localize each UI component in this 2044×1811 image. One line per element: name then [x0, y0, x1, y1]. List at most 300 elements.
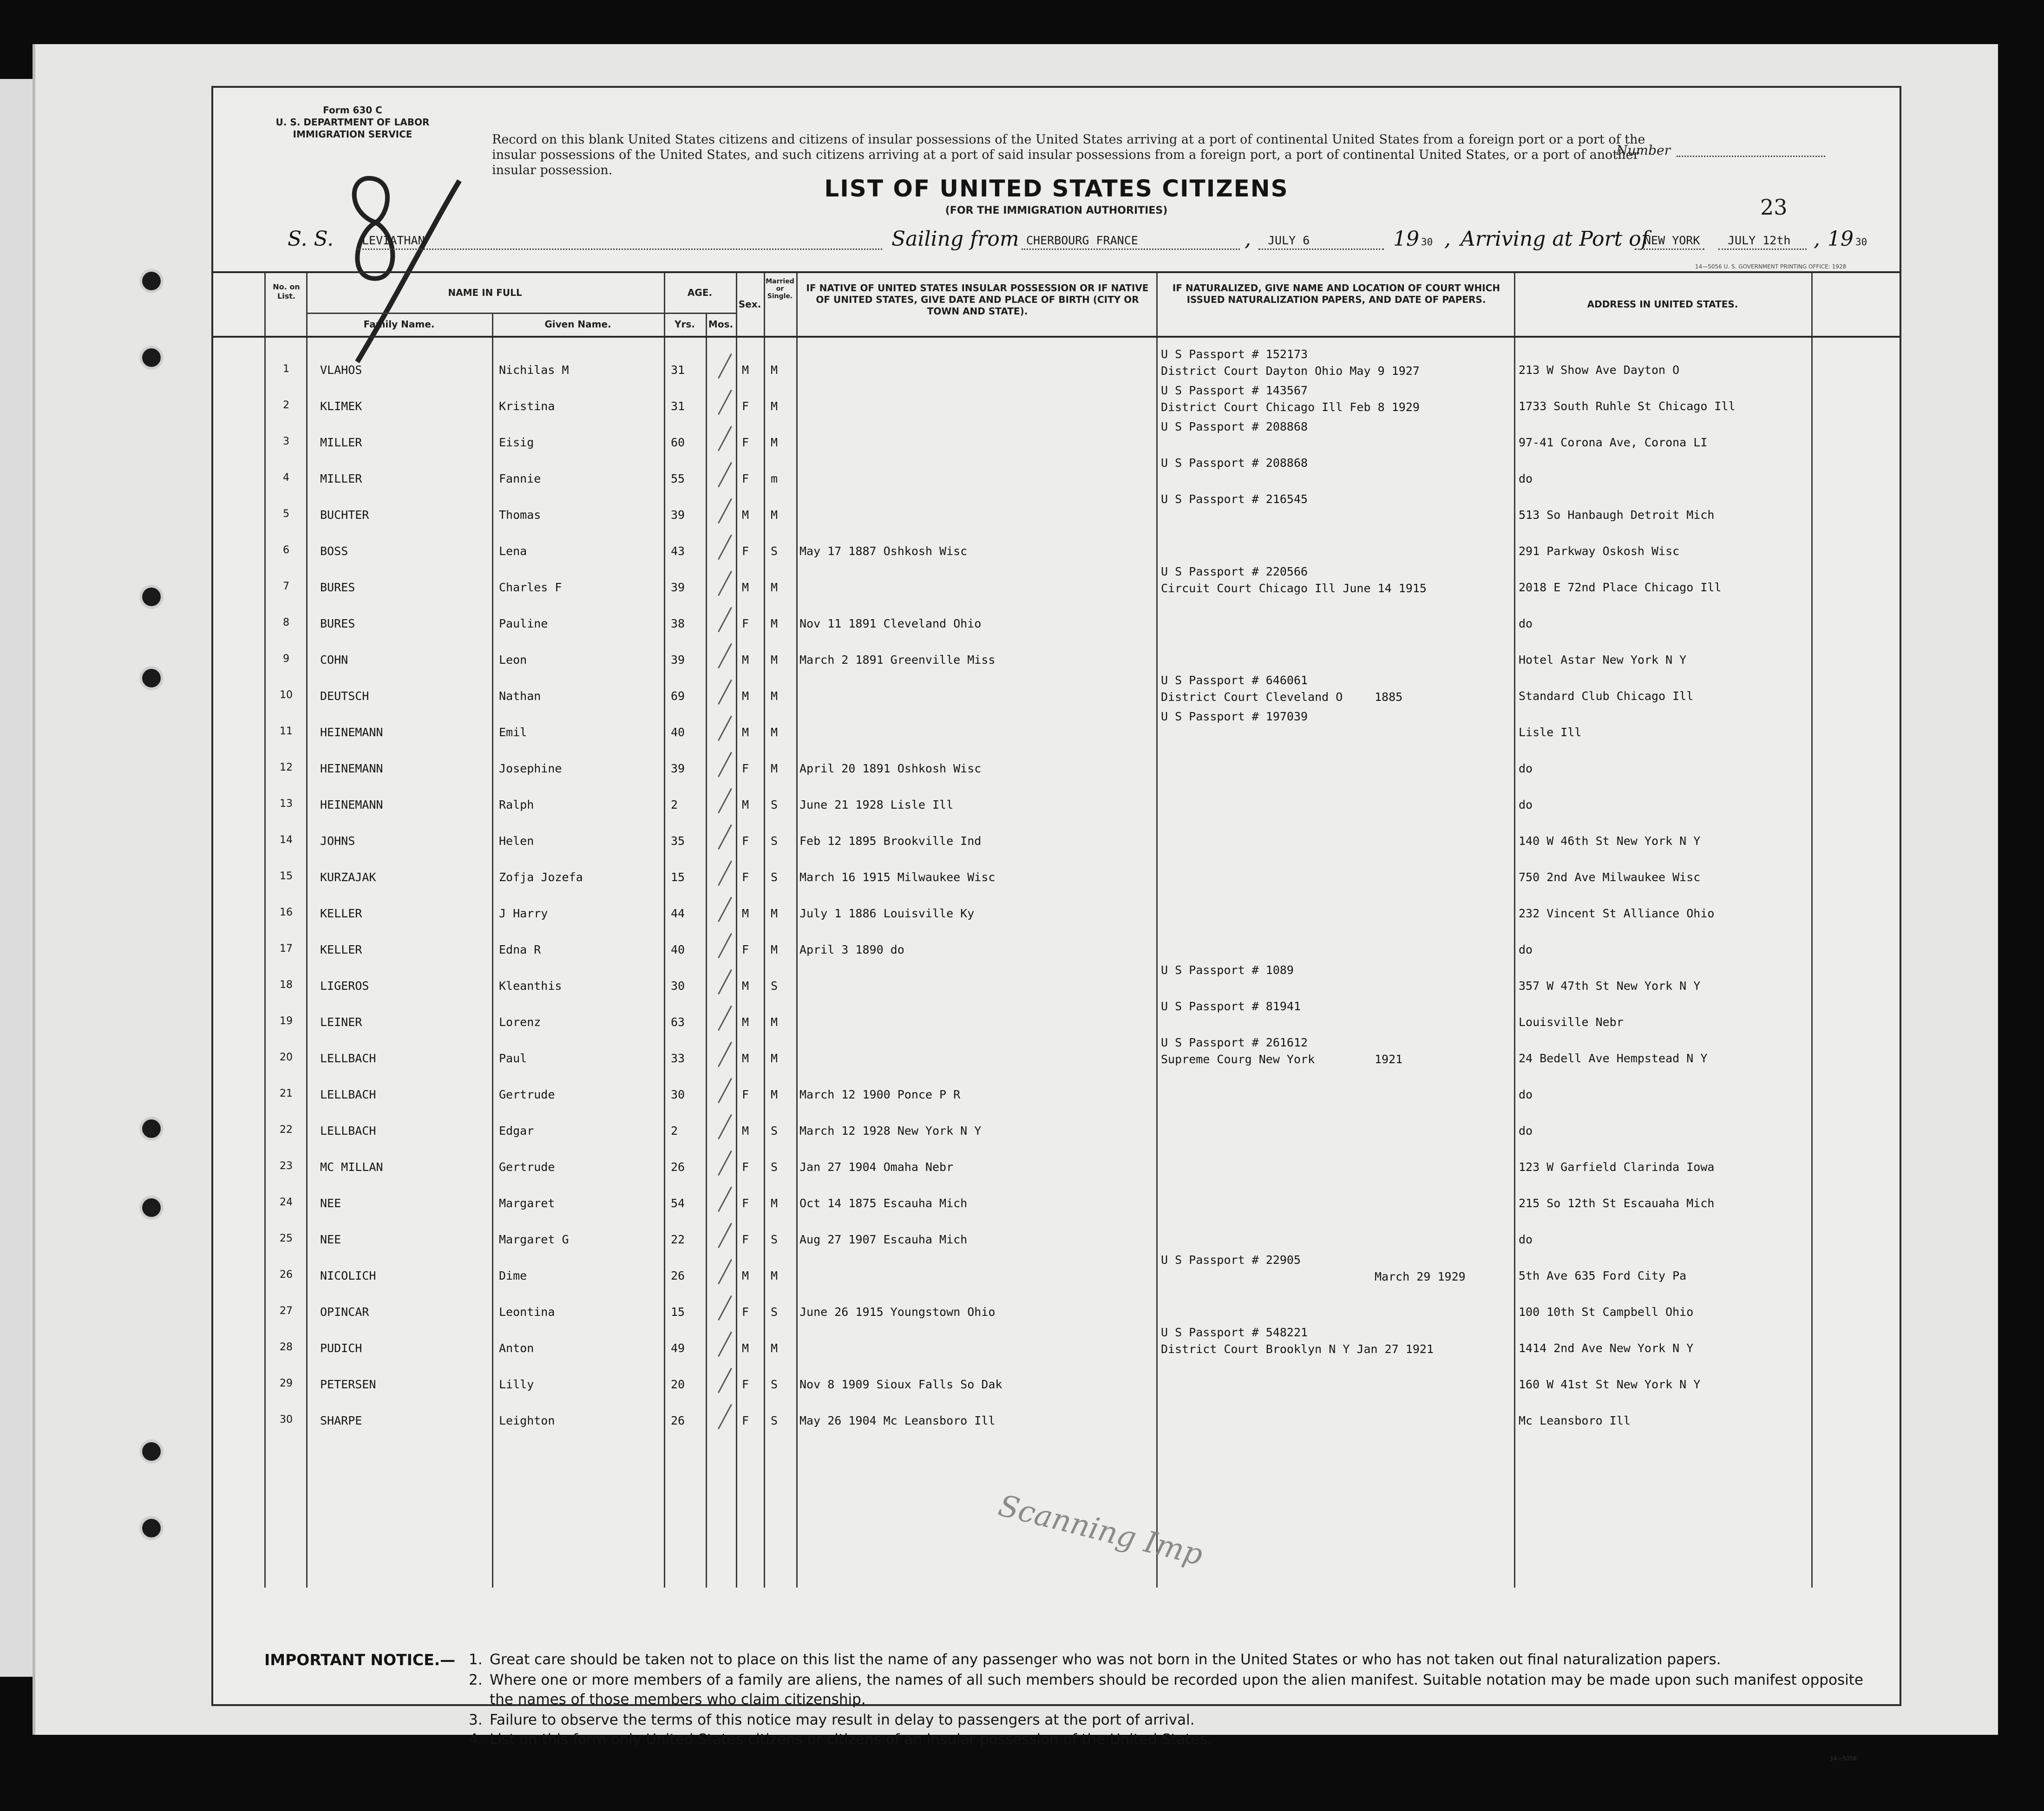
age-years: 54: [671, 1196, 685, 1210]
table-row: [213, 1072, 1900, 1108]
family-name: MILLER: [320, 472, 362, 485]
table-row: [213, 1000, 1900, 1036]
sailing-date: JULY 6: [1268, 234, 1310, 247]
table-row: [213, 1253, 1900, 1289]
sex: M: [742, 653, 749, 667]
row-number: 22: [280, 1124, 293, 1136]
us-address: do: [1519, 1233, 1533, 1246]
table-row: [213, 384, 1900, 420]
row-number: 6: [283, 544, 289, 556]
check-mark: [718, 1404, 732, 1429]
age-years: 22: [671, 1233, 685, 1246]
us-address: 97-41 Corona Ave, Corona LI: [1519, 436, 1708, 449]
us-address: 160 W 41st St New York N Y: [1519, 1378, 1701, 1391]
marital-status: M: [771, 1196, 778, 1210]
sex: M: [742, 979, 749, 993]
row-number: 3: [283, 436, 289, 447]
age-years: 26: [671, 1414, 685, 1427]
naturalization-passport: U S Passport # 220566: [1161, 565, 1308, 578]
row-number: 10: [280, 689, 293, 701]
age-years: 40: [671, 943, 685, 956]
age-years: 63: [671, 1015, 685, 1029]
ship-line: [357, 248, 882, 250]
age-years: 49: [671, 1341, 685, 1355]
age-years: 26: [671, 1269, 685, 1282]
birth-date-place: March 16 1915 Milwaukee Wisc: [799, 870, 996, 884]
department-name: U. S. DEPARTMENT OF LABOR: [275, 117, 430, 128]
check-mark: [718, 897, 732, 922]
given-name: Anton: [499, 1341, 534, 1355]
sailing-year: 30: [1421, 236, 1433, 248]
marital-status: M: [771, 617, 778, 630]
check-mark: [718, 1332, 732, 1357]
family-name: HEINEMANN: [320, 798, 383, 811]
row-number: 5: [283, 508, 289, 520]
us-address: 1414 2nd Ave New York N Y: [1519, 1341, 1694, 1355]
row-number: 2: [283, 399, 289, 411]
given-name: Emil: [499, 726, 527, 739]
given-name: Leontina: [499, 1305, 555, 1319]
table-row: [213, 855, 1900, 891]
age-years: 30: [671, 1088, 685, 1101]
row-number: 29: [280, 1378, 293, 1389]
age-years: 55: [671, 472, 685, 485]
us-address: Mc Leansboro Ill: [1519, 1414, 1631, 1427]
check-mark: [718, 752, 732, 777]
ship-name: LEVIATHAN: [362, 234, 425, 247]
header-sex: Sex.: [738, 299, 761, 310]
naturalization-court: District Court Cleveland O: [1161, 690, 1343, 704]
us-address: do: [1519, 798, 1533, 811]
given-name: Paul: [499, 1052, 527, 1065]
sex: F: [742, 762, 749, 775]
voyage-line: S. S. LEVIATHAN Sailing from CHERBOURG FRANCE , JULY 6 19 30 , Arriving at Port of NEW YORK JULY 12th , 19 30: [288, 227, 1867, 251]
family-name: LELLBACH: [320, 1088, 376, 1101]
page-subtitle: (FOR THE IMMIGRATION AUTHORITIES): [945, 205, 1168, 216]
sex: F: [742, 1233, 749, 1246]
table-row: [213, 1036, 1900, 1072]
sailing-label: Sailing from: [891, 227, 1019, 251]
family-name: VLAHOS: [320, 363, 362, 377]
age-years: 38: [671, 617, 685, 630]
page-title: LIST OF UNITED STATES CITIZENS: [824, 175, 1289, 202]
marital-status: M: [771, 762, 778, 775]
family-name: HEINEMANN: [320, 726, 383, 739]
marital-status: M: [771, 653, 778, 667]
marital-status: S: [771, 1378, 778, 1391]
marital-status: M: [771, 943, 778, 956]
check-mark: [718, 1151, 732, 1176]
family-name: KLIMEK: [320, 399, 362, 413]
age-years: 40: [671, 726, 685, 739]
age-years: 44: [671, 907, 685, 920]
table-row: [213, 1289, 1900, 1326]
us-address: do: [1519, 617, 1533, 630]
row-number: 17: [280, 943, 293, 955]
form-number: Form 630 C: [323, 105, 382, 116]
given-name: Margaret G: [499, 1233, 569, 1246]
row-number: 21: [280, 1088, 293, 1099]
marital-status: M: [771, 1088, 778, 1101]
birth-date-place: Nov 8 1909 Sioux Falls So Dak: [799, 1378, 1002, 1391]
sex: M: [742, 581, 749, 594]
table-row: [213, 347, 1900, 384]
naturalization-passport: U S Passport # 22905: [1161, 1253, 1301, 1267]
us-address: do: [1519, 943, 1533, 956]
naturalization-court: District Court Chicago Ill Feb 8 1929: [1161, 400, 1420, 414]
binder-hole: [142, 1442, 161, 1461]
table-row: [213, 673, 1900, 710]
us-address: 24 Bedell Ave Hempstead N Y: [1519, 1052, 1708, 1065]
marital-status: M: [771, 508, 778, 522]
page-number: 23: [1760, 195, 1788, 220]
sex: F: [742, 399, 749, 413]
check-mark: [718, 933, 732, 958]
marital-status: S: [771, 1233, 778, 1246]
us-address: Louisville Nebr: [1519, 1015, 1624, 1029]
given-name: Margaret: [499, 1196, 555, 1210]
header-name-in-full: NAME IN FULL: [448, 287, 522, 298]
age-years: 26: [671, 1160, 685, 1174]
table-row: [213, 529, 1900, 565]
age-years: 31: [671, 399, 685, 413]
given-name: Zofja Jozefa: [499, 870, 583, 884]
birth-date-place: March 12 1900 Ponce P R: [799, 1088, 961, 1101]
row-number: 13: [280, 798, 293, 810]
given-name: Charles F: [499, 581, 562, 594]
marital-status: S: [771, 544, 778, 558]
check-mark: [718, 1006, 732, 1031]
arrival-port-line: [1635, 248, 1704, 250]
row-number: 18: [280, 979, 293, 991]
age-years: 15: [671, 1305, 685, 1319]
family-name: MC MILLAN: [320, 1160, 383, 1174]
binder-hole: [142, 272, 161, 290]
birth-date-place: March 12 1928 New York N Y: [799, 1124, 982, 1138]
marital-status: M: [771, 1052, 778, 1065]
birth-date-place: Nov 11 1891 Cleveland Ohio: [799, 617, 982, 630]
table-row: [213, 710, 1900, 746]
us-address: do: [1519, 472, 1533, 485]
family-name: OPINCAR: [320, 1305, 369, 1319]
naturalization-court: District Court Brooklyn N Y Jan 27 1921: [1161, 1342, 1434, 1356]
notice-item: 2. Where one or more members of a family are aliens, the names of all such members should be recorded upon the alien manifest. Suitable notation may be made upon such manifest opposite the names of those members who claim citizenship.: [469, 1672, 1863, 1708]
birth-date-place: June 21 1928 Lisle Ill: [799, 798, 954, 811]
family-name: KELLER: [320, 943, 362, 956]
marital-status: S: [771, 834, 778, 848]
row-number: 4: [283, 472, 289, 484]
check-mark: [718, 1042, 732, 1067]
marital-status: S: [771, 1160, 778, 1174]
header-yrs: Yrs.: [675, 319, 695, 330]
sex: F: [742, 870, 749, 884]
row-number: 11: [280, 726, 293, 737]
age-years: 69: [671, 689, 685, 703]
table-row: [213, 1217, 1900, 1253]
arrival-date: JULY 12th: [1728, 234, 1791, 247]
naturalization-passport: U S Passport # 143567: [1161, 384, 1308, 397]
binder-hole: [142, 1198, 161, 1217]
birth-date-place: April 3 1890 do: [799, 943, 904, 956]
age-years: 39: [671, 508, 685, 522]
birth-date-place: Oct 14 1875 Escauha Mich: [799, 1196, 968, 1210]
binder-hole: [142, 348, 161, 367]
table-row: [213, 1181, 1900, 1217]
sex: F: [742, 1305, 749, 1319]
check-mark: [718, 1078, 732, 1103]
age-years: 15: [671, 870, 685, 884]
family-name: PUDICH: [320, 1341, 362, 1355]
check-mark: [718, 390, 732, 415]
us-address: 100 10th St Campbell Ohio: [1519, 1305, 1694, 1319]
check-mark: [718, 1187, 732, 1212]
check-mark: [718, 1259, 732, 1284]
age-years: 39: [671, 762, 685, 775]
age-years: 20: [671, 1378, 685, 1391]
arrival-year-prefix: 19: [1828, 227, 1854, 251]
check-mark: [718, 353, 732, 379]
marital-status: S: [771, 1414, 778, 1427]
given-name: Nichilas M: [499, 363, 569, 377]
age-years: 2: [671, 1124, 678, 1138]
family-name: HEINEMANN: [320, 762, 383, 775]
naturalization-date: 1921: [1375, 1053, 1403, 1066]
check-mark: [718, 824, 732, 850]
sex: M: [742, 1015, 749, 1029]
table-row: [213, 565, 1900, 601]
service-name: IMMIGRATION SERVICE: [293, 129, 413, 140]
marital-status: M: [771, 1341, 778, 1355]
naturalization-date: March 29 1929: [1375, 1270, 1466, 1283]
row-number: 12: [280, 762, 293, 773]
marital-status: M: [771, 907, 778, 920]
binder-hole: [142, 1119, 161, 1138]
naturalization-passport: U S Passport # 197039: [1161, 710, 1308, 723]
table-row: [213, 782, 1900, 818]
printer-note: 14—5056 U. S. GOVERNMENT PRINTING OFFICE: 1928: [1695, 263, 1847, 270]
us-address: 123 W Garfield Clarinda Iowa: [1519, 1160, 1715, 1174]
form-instructions: Record on this blank United States citizens and citizens of insular possessions of the United States arriving at a port of continental United States from a foreign port or a port of the insular possessions of the United States, and such citizens arriving at a port of said insular possessions from a foreign port, a port of continental United States, or a port of another insular possession.: [492, 132, 1645, 177]
sex: F: [742, 544, 749, 558]
table-row: [213, 637, 1900, 673]
table-row: [213, 420, 1900, 456]
check-mark: [718, 1295, 732, 1321]
arriving-label: Arriving at Port of: [1461, 227, 1649, 251]
header-marital: Married or Single.: [766, 278, 794, 300]
given-name: Gertrude: [499, 1160, 555, 1174]
given-name: Edna R: [499, 943, 541, 956]
family-name: LIGEROS: [320, 979, 369, 993]
sex: F: [742, 617, 749, 630]
birth-date-place: Aug 27 1907 Escauha Mich: [799, 1233, 968, 1246]
pencil-annotation: Scanning Imp: [995, 1488, 1206, 1573]
age-years: 60: [671, 436, 685, 449]
check-mark: [718, 716, 732, 741]
sex: F: [742, 1196, 749, 1210]
arrival-port: NEW YORK: [1644, 234, 1700, 247]
form-code: 14—5056: [1830, 1755, 1857, 1762]
birth-date-place: June 26 1915 Youngstown Ohio: [799, 1305, 996, 1319]
age-years: 31: [671, 363, 685, 377]
age-years: 2: [671, 798, 678, 811]
us-address: do: [1519, 1124, 1533, 1138]
family-name: LELLBACH: [320, 1124, 376, 1138]
given-name: Lorenz: [499, 1015, 541, 1029]
header-age: AGE.: [687, 287, 713, 298]
check-mark: [718, 571, 732, 596]
notice-item: 1. Great care should be taken not to place on this list the name of any passenger who was not born in the United States or who has not taken out final naturalization papers.: [469, 1651, 1721, 1668]
us-address: 232 Vincent St Alliance Ohio: [1519, 907, 1715, 920]
check-mark: [718, 462, 732, 487]
ss-label: S. S.: [288, 227, 334, 251]
sex: M: [742, 1341, 749, 1355]
row-number: 8: [283, 617, 289, 628]
binder-hole: [142, 588, 161, 606]
marital-status: m: [771, 472, 778, 485]
row-number: 9: [283, 653, 289, 665]
birth-date-place: April 20 1891 Oshkosh Wisc: [799, 762, 982, 775]
sex: F: [742, 1088, 749, 1101]
table-row: [213, 963, 1900, 1000]
table-row: [213, 927, 1900, 963]
table-row: [213, 1144, 1900, 1181]
row-number: 27: [280, 1305, 293, 1317]
given-name: Kristina: [499, 399, 555, 413]
age-years: 30: [671, 979, 685, 993]
row-number: 7: [283, 581, 289, 592]
arrival-date-line: [1718, 248, 1807, 250]
row-number: 28: [280, 1341, 293, 1353]
age-years: 35: [671, 834, 685, 848]
sex: F: [742, 1378, 749, 1391]
family-name: SHARPE: [320, 1414, 362, 1427]
family-name: PETERSEN: [320, 1378, 376, 1391]
naturalization-court: District Court Dayton Ohio May 9 1927: [1161, 364, 1420, 378]
header-birth: IF NATIVE OF UNITED STATES INSULAR POSSESSION OR IF NATIVE OF UNITED STATES, GIVE DATE AND PLACE OF BIRTH (CITY OR TOWN AND STATE).: [806, 282, 1149, 317]
header-naturalization: IF NATURALIZED, GIVE NAME AND LOCATION OF COURT WHICH ISSUED NATURALIZATION PAPERS, AND DATE OF PAPERS.: [1172, 282, 1500, 305]
us-address: do: [1519, 1088, 1533, 1101]
age-years: 39: [671, 581, 685, 594]
row-number: 20: [280, 1052, 293, 1063]
given-name: Edgar: [499, 1124, 534, 1138]
family-name: JOHNS: [320, 834, 355, 848]
us-address: 291 Parkway Oskosh Wisc: [1519, 544, 1680, 558]
birth-date-place: May 17 1887 Oshkosh Wisc: [799, 544, 968, 558]
table-row: [213, 492, 1900, 529]
table-row: [213, 1108, 1900, 1144]
header-family-name: Family Name.: [363, 319, 435, 330]
us-address: Lisle Ill: [1519, 726, 1582, 739]
sex: F: [742, 943, 749, 956]
naturalization-passport: U S Passport # 1089: [1161, 963, 1294, 977]
us-address: do: [1519, 762, 1533, 775]
table-row: [213, 818, 1900, 855]
row-number: 24: [280, 1196, 293, 1208]
sailing-port-line: [1022, 248, 1240, 250]
row-number: 26: [280, 1269, 293, 1281]
table-row: [213, 1398, 1900, 1434]
naturalization-passport: U S Passport # 208868: [1161, 420, 1308, 433]
us-address: 2018 E 72nd Place Chicago Ill: [1519, 581, 1722, 594]
binder-hole: [142, 669, 161, 687]
naturalization-passport: U S Passport # 548221: [1161, 1326, 1308, 1339]
notice-heading: IMPORTANT NOTICE.—: [264, 1651, 456, 1669]
age-years: 39: [671, 653, 685, 667]
family-name: NEE: [320, 1196, 341, 1210]
us-address: Standard Club Chicago Ill: [1519, 689, 1694, 703]
sex: M: [742, 508, 749, 522]
notice-item: 3. Failure to observe the terms of this notice may result in delay to passengers at the port of arrival.: [469, 1712, 1195, 1728]
given-name: Gertrude: [499, 1088, 555, 1101]
sex: M: [742, 726, 749, 739]
marital-status: M: [771, 436, 778, 449]
table-row: [213, 1362, 1900, 1398]
family-name: NICOLICH: [320, 1269, 376, 1282]
age-years: 43: [671, 544, 685, 558]
marital-status: M: [771, 1269, 778, 1282]
check-mark: [718, 788, 732, 813]
naturalization-passport: U S Passport # 152173: [1161, 347, 1308, 361]
sex: M: [742, 1124, 749, 1138]
age-years: 33: [671, 1052, 685, 1065]
marital-status: S: [771, 798, 778, 811]
marital-status: M: [771, 581, 778, 594]
given-name: Ralph: [499, 798, 534, 811]
header-no: No. on List.: [273, 282, 300, 301]
given-name: Kleanthis: [499, 979, 562, 993]
marital-status: S: [771, 870, 778, 884]
us-address: 1733 South Ruhle St Chicago Ill: [1519, 399, 1736, 413]
naturalization-court: Supreme Courg New York: [1161, 1053, 1315, 1066]
marital-status: S: [771, 1305, 778, 1319]
naturalization-court: Circuit Court Chicago Ill June 14 1915: [1161, 582, 1427, 595]
us-address: 215 So 12th St Escauaha Mich: [1519, 1196, 1715, 1210]
check-mark: [718, 969, 732, 994]
row-number: 14: [280, 834, 293, 846]
table-row: [213, 746, 1900, 782]
family-name: MILLER: [320, 436, 362, 449]
row-number: 1: [283, 363, 289, 375]
adjacent-page-edge: [0, 79, 33, 1677]
naturalization-date: 1885: [1375, 690, 1403, 704]
given-name: Nathan: [499, 689, 541, 703]
table-row: [213, 1326, 1900, 1362]
naturalization-passport: U S Passport # 261612: [1161, 1036, 1308, 1049]
naturalization-passport: U S Passport # 81941: [1161, 1000, 1301, 1013]
check-mark: [718, 607, 732, 632]
family-name: LEINER: [320, 1015, 362, 1029]
family-name: BURES: [320, 581, 355, 594]
given-name: Fannie: [499, 472, 541, 485]
birth-date-place: Jan 27 1904 Omaha Nebr: [799, 1160, 954, 1174]
given-name: Dime: [499, 1269, 527, 1282]
birth-date-place: July 1 1886 Louisville Ky: [799, 907, 975, 920]
given-name: J Harry: [499, 907, 548, 920]
family-name: BOSS: [320, 544, 348, 558]
birth-date-place: March 2 1891 Greenville Miss: [799, 653, 996, 667]
sex: M: [742, 1052, 749, 1065]
sex: F: [742, 1414, 749, 1427]
us-address: 5th Ave 635 Ford City Pa: [1519, 1269, 1687, 1282]
us-address: Hotel Astar New York N Y: [1519, 653, 1687, 667]
check-mark: [718, 1114, 732, 1139]
sailing-port: CHERBOURG FRANCE: [1026, 234, 1138, 247]
arrival-year: 30: [1855, 236, 1867, 248]
check-mark: [718, 861, 732, 886]
given-name: Leon: [499, 653, 527, 667]
marital-status: M: [771, 726, 778, 739]
family-name: BUCHTER: [320, 508, 369, 522]
